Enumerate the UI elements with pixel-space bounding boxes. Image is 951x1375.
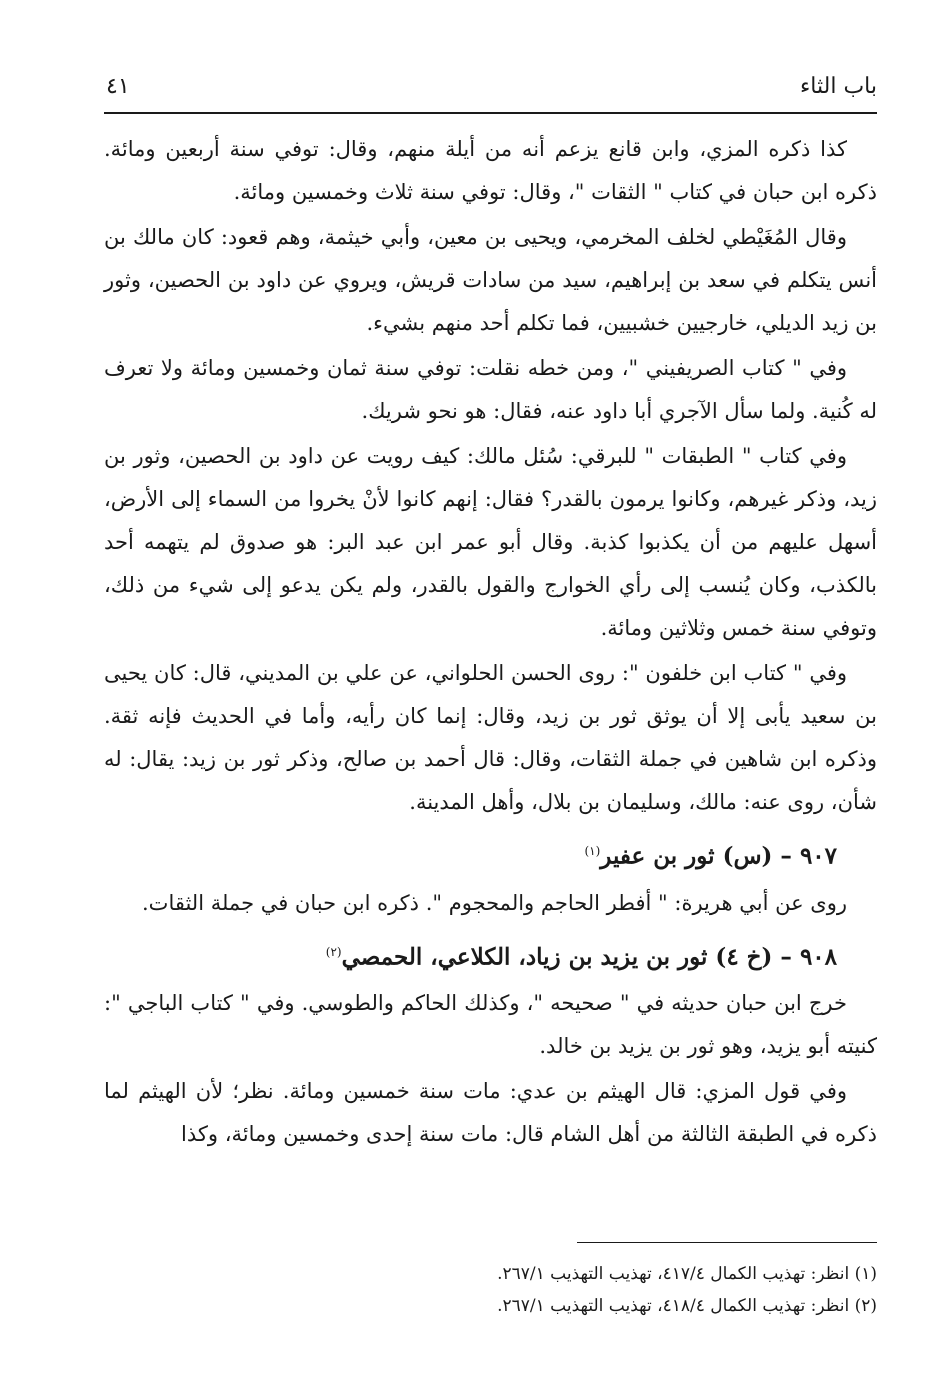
main-text — [104, 128, 877, 1158]
paragraph: وقال المُغَيْطي لخلف المخرمي، ويحيى بن معين، وأبي خيثمة، وهم قعود: كان مالك بن أنس يتكلم في سعد بن إبراهيم، سيد من سادات قريش، ويروي عن داود بن الحصين، وثور بن زيد الديلي، خارجيين خشبيين، فما تكلم أحد منهم بشيء. — [104, 225, 877, 335]
footnotes — [300, 1258, 877, 1322]
paragraph: كذا ذكره المزي، وابن قانع يزعم أنه من أيلة منهم، وقال: توفي سنة أربعين ومائة. ذكره ابن حبان في كتاب " الثقات "، وقال: توفي سنة ثلاث وخمسين ومائة. — [104, 137, 877, 204]
entry-heading-908 — [104, 931, 877, 979]
footnote: (١) انظر: تهذيب الكمال ٤١٧/٤، تهذيب التهذيب ٢٦٧/١. — [497, 1264, 877, 1284]
running-title: باب الثاء — [799, 74, 877, 99]
paragraph: وفي كتاب " الطبقات " للبرقي: سُئل مالك: كيف رويت عن داود بن الحصين، وثور بن زيد، وذكر غيرهم، وكانوا يرمون بالقدر؟ فقال: إنهم كانوا لأنْ يخروا من السماء إلى الأرض، أسهل عليهم من أن يكذبوا كذبة. وقال أبو عمر ابن عبد البر: هو صدوق لم يتهمه أحد بالكذب، وكان يُنسب إلى رأي الخوارج والقول بالقدر، ولم يكن يدعو إلى شيء من ذلك، وتوفي سنة خمس وثلاثين ومائة. — [104, 444, 878, 640]
entry-heading-907 — [104, 830, 877, 878]
entry-title: ٩٠٧ – (س) ثور بن عفير — [600, 842, 837, 870]
footnote: (٢) انظر: تهذيب الكمال ٤١٨/٤، تهذيب التهذيب ٢٦٧/١. — [497, 1296, 877, 1316]
page-number: ٤١ — [106, 74, 130, 99]
paragraph: وفي " كتاب الصريفيني "، ومن خطه نقلت: توفي سنة ثمان وخمسين ومائة ولا تعرف له كُنية. ولما سأل الآجري أبا داود عنه، فقال: هو نحو شريك. — [104, 356, 877, 423]
entry-text: خرج ابن حبان حديثه في " صحيحه "، وكذلك الحاكم والطوسي. وفي " كتاب الباجي ": كنيته أبو يزيد، وهو ثور بن يزيد بن خالد. — [104, 991, 877, 1059]
entry-text: وفي قول المزي: قال الهيثم بن عدي: مات سنة خمسين ومائة. نظر؛ لأن الهيثم لما ذكره في الطبقة الثالثة من أهل الشام قال: مات سنة إحدى وخمسين ومائة، وكذا — [104, 1079, 877, 1147]
entry-title: ٩٠٨ – (خ ٤) ثور بن يزيد بن زياد، الكلاعي، الحمصي — [341, 943, 837, 971]
page-header — [104, 68, 877, 114]
entry-text: روى عن أبي هريرة: " أفطر الحاجم والمحجوم ". ذكره ابن حبان في جملة الثقات. — [142, 890, 847, 915]
footnote-ref: (٢) — [325, 944, 342, 959]
footnote-ref: (١) — [584, 844, 601, 858]
footnote-divider — [577, 1242, 877, 1243]
paragraph: وفي " كتاب ابن خلفون ": روى الحسن الحلواني، عن علي بن المديني، قال: كان يحيى بن سعيد يأبى إلا أن يوثق ثور بن زيد، وقال: إنما كان رأيه، وأما في الحديث فإنه ثقة. وذكره ابن شاهين في جملة الثقات، وقال: قال أحمد بن صالح، وذكر ثور بن زيد: يقال: له شأن، روى عنه: مالك، وسليمان بن بلال، وأهل المدينة. — [104, 661, 877, 814]
